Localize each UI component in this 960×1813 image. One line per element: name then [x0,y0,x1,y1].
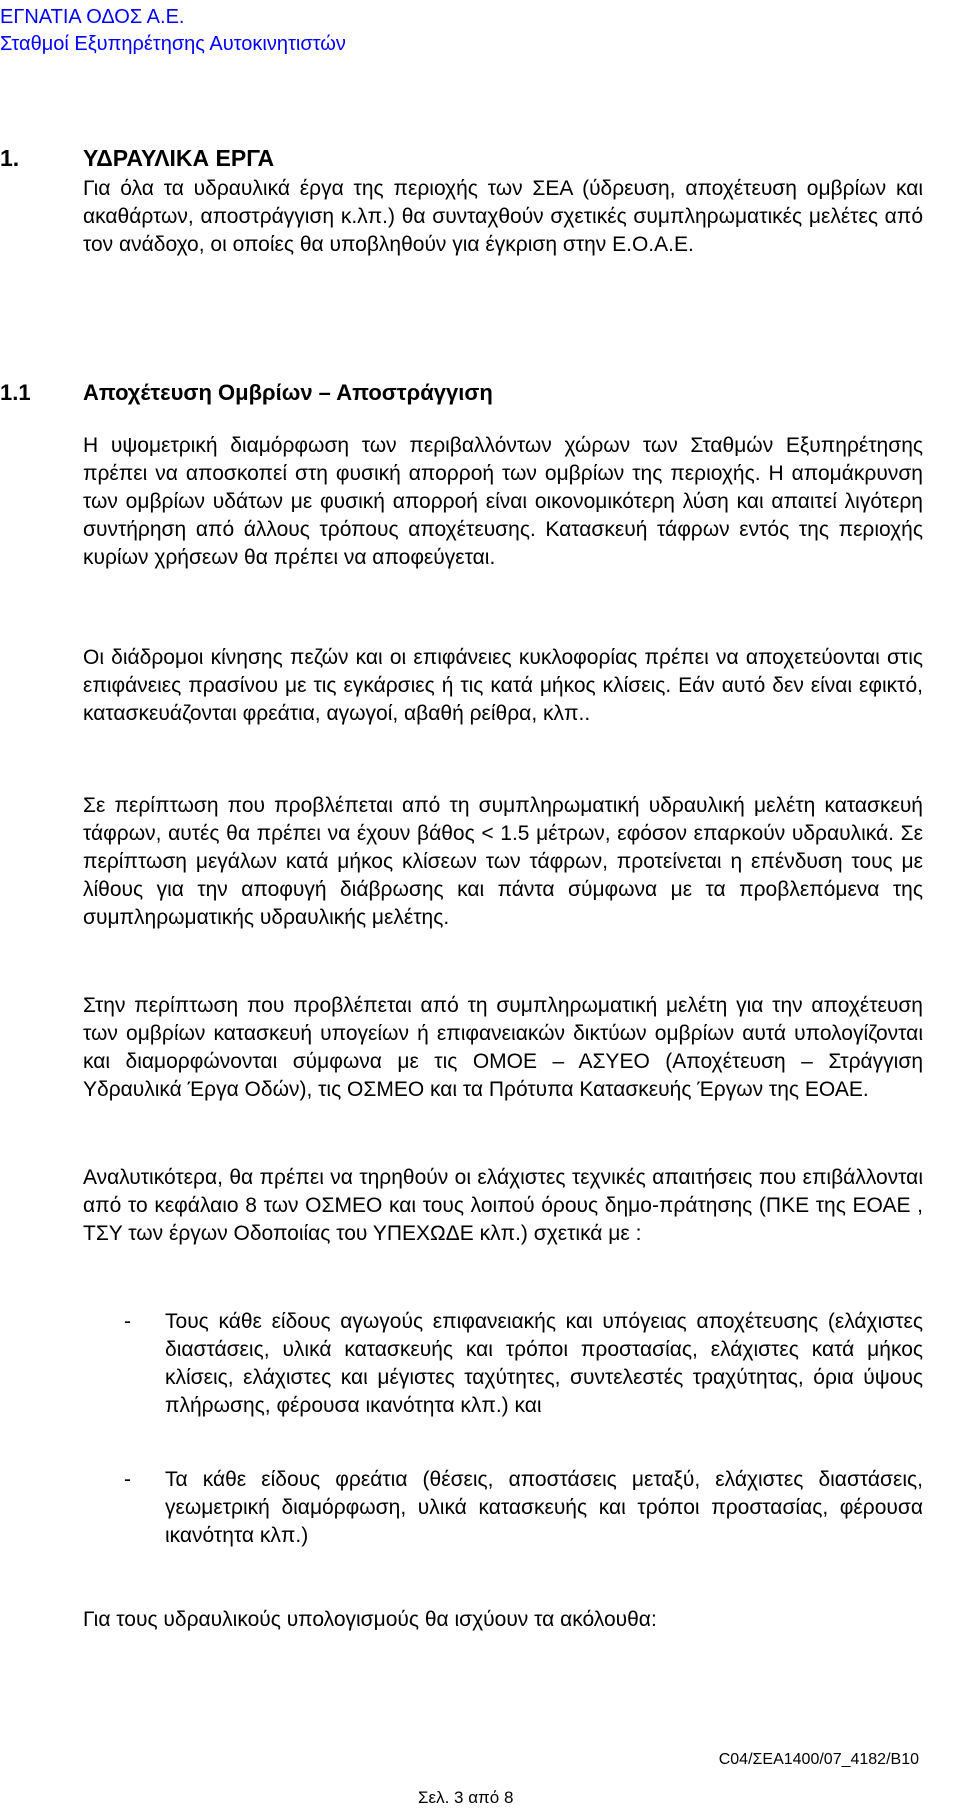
closing-sentence: Για τους υδραυλικούς υπολογισμούς θα ισχύουν τα ακόλουθα: [83,1608,657,1631]
subsection-title: Αποχέτευση Ομβρίων – Αποστράγγιση [83,380,493,405]
section-intro: Για όλα τα υδραυλικά έργα της περιοχής των ΣΕΑ (ύδρευση, αποχέτευση ομβρίων και ακαθάρτων, αποστράγγιση κ.λπ.) θα συνταχθούν σχετικές συμπληρωματικές μελέτες από τον ανάδοχο, οι οποίες θα υποβληθούν για έγκριση στην Ε.Ο.Α.Ε. [83,177,923,256]
section-number: 1. [0,145,20,171]
bullet-text: Τα κάθε είδους φρεάτια (θέσεις, αποστάσεις μεταξύ, ελάχιστες διαστάσεις, γεωμετρική διαμόρφωση, υλικά κατασκευής και τρόποι προστασίας, φέρουσα ικανότητα κλπ.) [165,1468,923,1547]
section-title: ΥΔΡΑΥΛΙΚΑ ΕΡΓΑ [83,145,275,171]
paragraph: Οι διάδρομοι κίνησης πεζών και οι επιφάνειες κυκλοφορίας πρέπει να αποχετεύονται στις επιφάνειες πρασίνου με τις εγκάρσιες ή τις κατά μήκος κλίσεις. Εάν αυτό δεν είναι εφικτό, κατασκευάζονται φρεάτια, αγωγοί, αβαθή ρείθρα, κλπ.. [83,646,923,725]
paragraph: Αναλυτικότερα, θα πρέπει να τηρηθούν οι ελάχιστες τεχνικές απαιτήσεις που επιβάλλονται από το κεφάλαιο 8 των ΟΣΜΕΟ και τους λοιπού όρους δημο-πράτησης (ΠΚΕ της ΕΟΑΕ , ΤΣΥ των έργων Οδοποιίας του ΥΠΕΧΩΔΕ κλπ.) σχετικά με : [83,1166,923,1245]
header-company: ΕΓΝΑΤΙΑ ΟΔΟΣ Α.Ε. [0,6,185,28]
header-subtitle: Σταθμοί Εξυπηρέτησης Αυτοκινητιστών [0,33,346,55]
subsection-heading [0,380,493,406]
document-code: C04/ΣΕΑ1400/07_4182/Β10 [718,1751,919,1768]
document-header [0,4,346,58]
paragraph: Η υψομετρική διαμόρφωση των περιβαλλόντων χώρων των Σταθμών Εξυπηρέτησης πρέπει να αποσκοπεί στη φυσική απορροή των ομβρίων της περιοχής. Η απομάκρυνση των ομβρίων υδάτων με φυσική απορροή είναι οικονομικότερη λύση και απαιτεί λιγότερη συντήρηση από άλλους τρόπους αποχέτευσης. Κατασκευή τάφρων εντός της περιοχής κυρίων χρήσεων θα πρέπει να αποφεύγεται. [83,434,923,569]
subsection-number: 1.1 [0,380,31,405]
paragraph: Σε περίπτωση που προβλέπεται από τη συμπληρωματική υδραυλική μελέτη κατασκευή τάφρων, αυτές θα πρέπει να έχουν βάθος < 1.5 μέτρων, εφόσον επαρκούν υδραυλικά. Σε περίπτωση μεγάλων κατά μήκος κλίσεων των τάφρων, προτείνεται η επένδυση τους με λίθους για την αποφυγή διάβρωσης και πάντα σύμφωνα με τα προβλεπόμενα της συμπληρωματικής υδραυλικής μελέτης. [83,794,923,929]
bullet-dash: - [124,1468,131,1491]
bullet-dash: - [124,1310,131,1333]
paragraph: Στην περίπτωση που προβλέπεται από τη συμπληρωματική μελέτη για την αποχέτευση των ομβρίων κατασκευή υπογείων ή επιφανειακών δικτύων ομβρίων αυτά υπολογίζονται και διαμορφώνονται σύμφωνα με τις ΟΜΟΕ – ΑΣΥΕΟ (Αποχέτευση – Στράγγιση Υδραυλικά Έργα Οδών), τις ΟΣΜΕΟ και τα Πρότυπα Κατασκευής Έργων της ΕΟΑΕ. [83,994,923,1101]
bullet-text: Τους κάθε είδους αγωγούς επιφανειακής και υπόγειας αποχέτευσης (ελάχιστες διαστάσεις, υλικά κατασκευής και τρόποι προστασίας, ελάχιστες κατά μήκος κλίσεις, ελάχιστες και μέγιστες ταχύτητες, συντελεστές τραχύτητας, όρια ύψους πλήρωσης, φέρουσα ικανότητα κλπ.) και [165,1310,923,1417]
page-number: Σελ. 3 από 8 [418,1788,514,1807]
section-heading [0,145,274,172]
